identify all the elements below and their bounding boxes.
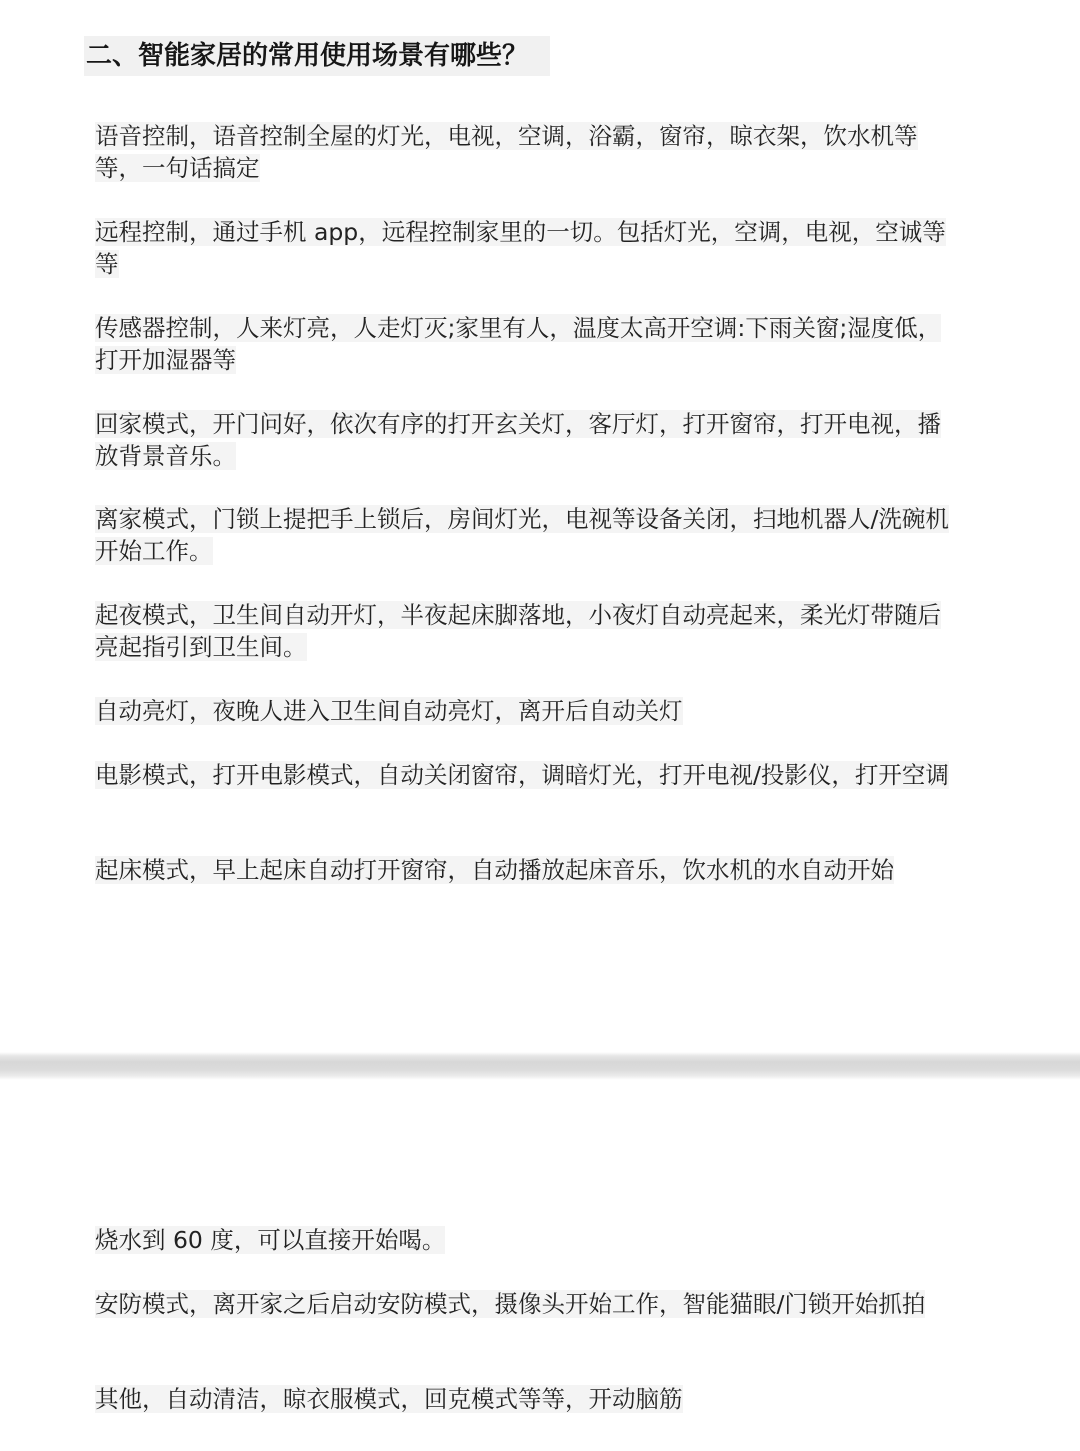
paragraph-text: 回家模式，开门问好，依次有序的打开玄关灯，客厅灯，打开窗帘，打开电视，播放背景音乐。: [95, 410, 941, 470]
section-heading: 二、智能家居的常用使用场景有哪些？: [84, 36, 550, 76]
paragraph-text: 语音控制，语音控制全屋的灯光，电视，空调，浴霸，窗帘，晾衣架，饮水机等等，一句话搞定: [95, 122, 918, 182]
paragraph-text: 烧水到 60 度，可以直接开始喝。: [95, 1226, 446, 1254]
paragraph-text: 起床模式，早上起床自动打开窗帘，自动播放起床音乐，饮水机的水自动开始: [95, 856, 894, 884]
page-separator: [0, 1052, 1080, 1080]
paragraph-others: [95, 1383, 955, 1415]
paragraph-auto-light: [95, 695, 955, 727]
paragraph-home-mode: [95, 408, 955, 472]
paragraph-text: 传感器控制，人来灯亮，人走灯灭;家里有人，温度太高开空调:下雨关窗;湿度低，打开加湿器等: [95, 314, 942, 374]
document-page-2: [0, 1080, 1080, 1451]
paragraph-text: 远程控制，通过手机 app，远程控制家里的一切。包括灯光，空调，电视，空诚等等: [95, 218, 946, 278]
paragraph-sensor-control: [95, 312, 955, 376]
paragraph-text: 自动亮灯，夜晚人进入卫生间自动亮灯，离开后自动关灯: [95, 697, 683, 725]
paragraph-night-mode: [95, 599, 955, 663]
paragraph-text: 安防模式，离开家之后启动安防模式，摄像头开始工作，智能猫眼/门锁开始抓拍: [95, 1290, 926, 1318]
paragraph-security-mode: [95, 1288, 955, 1320]
paragraph-voice-control: [95, 120, 955, 184]
paragraph-wake-mode: [95, 854, 955, 886]
paragraph-movie-mode: [95, 759, 955, 791]
paragraph-text: 其他，自动清洁，晾衣服模式，回克模式等等，开动脑筋: [95, 1385, 683, 1413]
paragraph-text: 电影模式，打开电影模式，自动关闭窗帘，调暗灯光，打开电视/投影仪，打开空调: [95, 761, 949, 789]
paragraph-wake-mode-continued: [95, 1224, 955, 1256]
paragraph-away-mode: [95, 503, 955, 567]
paragraph-text: 起夜模式，卫生间自动开灯，半夜起床脚落地，小夜灯自动亮起来，柔光灯带随后亮起指引到卫生间。: [95, 601, 941, 661]
paragraph-remote-control: [95, 216, 955, 280]
paragraph-text: 离家模式，门锁上提把手上锁后，房间灯光，电视等设备关闭，扫地机器人/洗碗机开始工作。: [95, 505, 949, 565]
